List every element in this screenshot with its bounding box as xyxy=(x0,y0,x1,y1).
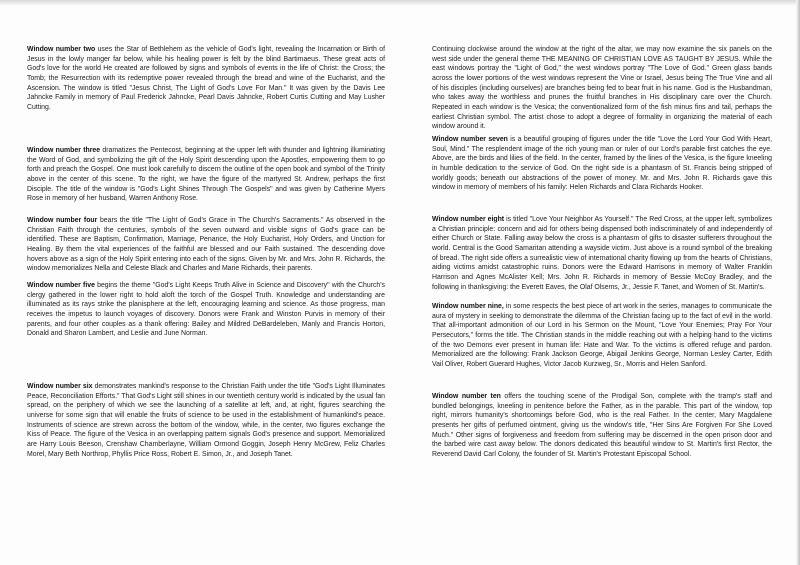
paragraph-window-six: Window number six demonstrates mankind's response to the Christian Faith under the title "God's Light Illuminates Peace, Reconciliation Efforts." That God's Light still shines in our twentieth century world is indicated by the usual fan spread, on the periphery of which we see the launching of a satellite at left, and, at right, figures searching the universe for some sign that will enable the fruits of science to be used in the establishment of humankind's peace. Instruments of science are strewn across the bottom of the window, while, in the center, two figures exchange the Kiss of Peace. The figure of the Vesica in an overlapping pattern signals God's presence and support. Memorialized are Harry Louis Beeson, Crenshaw Chamberlayne, William Ormond Goggin, Joseph Henry McGrew, Feliz Charles Morel, Mary Beth Northrop, Phyllis Price Ross, Robert E. Simon, Jr., and Joseph Tanet. xyxy=(27,383,385,458)
paragraph-window-four: Window number four bears the title "The Light of God's Grace in The Church's Sacraments." As observed in the Christian Faith through the centuries, symbols of the seven outward and visible signs of God's grace can be identified. These are Baptism, Confirmation, Marriage, Penance, the Holy Eucharist, Holy Orders, and Unction for Healing. By them the vital experiences of the faithful are blessed and our Faith sustained. The descending dove hovers above as a sign of the Holy Spirit entering into each of the signs. Given by Mr. and Mrs. John R. Richards, the window memorializes Nella and Celeste Black and Charles and Marie Richards, their parents. xyxy=(27,217,385,273)
paragraph-window-five: Window number five begins the theme "God's Light Keeps Truth Alive in Science and Discovery" with the Church's clergy gathered in the lower right to hold aloft the torch of the Gospel Truth. Knowledge and understanding are illuminated as its rays strike the planisphere at the left, encouraging learning and science. As those progress, man receives the impetus to launch voyages of discovery. Donors were Frank and Winston Purvis in memory of their parents, and four other couples as a thank offering: Bailey and Mildred DeBardeleben, Manly and Francis Horton, Donald and Sharon Lambert, and Leslie and June Norman. xyxy=(27,282,385,338)
paragraph-window-three: Window number three dramatizes the Pentecost, beginning at the upper left with thunder and lightning illuminating the Word of God, and symbolizing the gift of the Holy Spirit descending upon the Apostles, empowering them to go forth and preach the Gospel. One must look carefully to discern the outline of the open book and symbol of the Trinity above in the center of this scene. To the right, we have the figure of the martyred St. Andrew, perhaps the first Disciple. The title of the window is "God's Light Shines Through The Gospels" and was given by Catherine Myers Rose in memory of her husband, Warren Anthony Rose. xyxy=(27,147,386,203)
paragraph-window-seven: Window number seven is a beautiful grouping of figures under the title "Love the Lord Your God With Heart, Soul, Mind." The resplendent image of the rich young man or ruler of our Lord's parable first catches the eye. Above, are the birds and lilies of the field. In the center, framed by the lines of the Vesica, is the figure kneeling in humble dedication to the service of God. On the right side is a phantasm of St. Francis being stripped of worldly goods; beneath our abstractions of the power of money. Mr. and Mrs. John R. Richards gave this window in memory of members of his family: Helen Richards and Clara Richards Hooker. xyxy=(432,136,773,192)
paragraph-introduction: Continuing clockwise around the window at the right of the altar, we may now examine the six panels on the west side under the general theme THE MEANING OF CHRISTIAN LOVE AS TAUGHT BY JESUS. While the east windows portray the "Light of God," the west windows portray "The Love of God." Green glass bands across the lower portions of the west windows represent the Vine or Israel, Jesus being The True Vine and all of his disciples (including ourselves) are branches being fed to bear fruit in his name. God is the Husbandman, who takes away the worthless and prunes the fruitful branches in His disciplinary care over the Church. Repeated in each window is the Vesica; the conventionalized form of the fish minus fins and tail, perhaps the earliest Christian symbol. The artist chose to adopt a degree of formality in organizing the material of each window around it. xyxy=(432,46,772,131)
paragraph-window-two: Window number two uses the Star of Bethlehem as the vehicle of God's light, revealing the Incarnation or Birth of Jesus in the lowly manger far below, while his healing power is felt by the blind Bartimaeus. These great acts of God's love for the world He created are followed by signs and symbols of events in the life of Christ: the Cross; the Tomb; the Resurrection with its redemptive power revealed through the bread and wine of the Eucharist, and the Ascension. The window is titled "Jesus Christ, The Light of God's Love For Man." It was given by the Davis Lee Jahncke Family in memory of Paul Frederick Jahncke, Pearl Davis Jahncke, Robert Curtis Cutting and May Lusher Cutting. xyxy=(27,46,385,111)
paragraph-window-eight: Window number eight is titled "Love Your Neighbor As Yourself." The Red Cross, at the upper left, symbolizes a Christian principle: concern and aid for others being dispensed both indiscriminately of and independently of either Church or State. Falling away below the cross is a phantasm of gifts to disaster sufferers throughout the world. Central is the Good Samaritan attending a wayside victim. Just above is a round symbol of the breaking of bread. The right side offers a surrealistic view of international charity flowing up from the hearts of Christians, aiding victims amidst catastrophic ruins. Donors were the Edward Harrisons in memory of Walter Franklin Harrison and Agnes McAlister Kell; Mrs. John R. Richards in memory of Bessie McCoy Bradley, and the following in thanksgiving: the Everett Eaves, the Olaf Olsems, Jr., Jessie F. Tanet, and Women of St. Martin's. xyxy=(432,216,772,291)
scan-edge-right xyxy=(796,0,800,565)
paragraph-window-ten: Window number ten offers the touching scene of the Prodigal Son, complete with the tramp's staff and bundled belongings, kneeling in penitence before the Father, as in the parable. This part of the window, top right, mirrors humanity's shortcomings before God, who is the real Father. In the center, Mary Magdalene presents her gifts of perfumed ointment, giving us the window's title, "Her Sins Are Forgiven For She Loved Much." Other signs of forgiveness and freedom from suffering may be discerned in the open prison door and the barbed wire cast away below. The donors dedicated this beautiful window to St. Martin's first Rector, the Reverend David Carl Colony, the founder of St. Martin's Protestant Episcopal School. xyxy=(432,393,772,458)
scan-edge-top xyxy=(0,0,800,6)
paragraph-window-nine: Window number nine, in some respects the best piece of art work in the series, manages to communicate the aura of mystery in seeking to demonstrate the dilemma of the Christian facing up to the fact of evil in the world. That all-important admonition of our Lord in his Sermon on the Mount, "Love Your Enemies; Pray For Your Persecutors," forms the title. The Christian stands in the middle reaching out with a helping hand to the victims of the two Demons ever present in human life: Hate and War. To the victims is offered refuge and pardon. Memorialized are the following: Frank Jackson George, Abigail Jenkins George, Norman Lesley Carter, Edith Vail Oliver, Robert Guerard Hughes, Victor Jacob Kurzweg, Sr., Morris and Helen Sanford. xyxy=(432,303,772,368)
